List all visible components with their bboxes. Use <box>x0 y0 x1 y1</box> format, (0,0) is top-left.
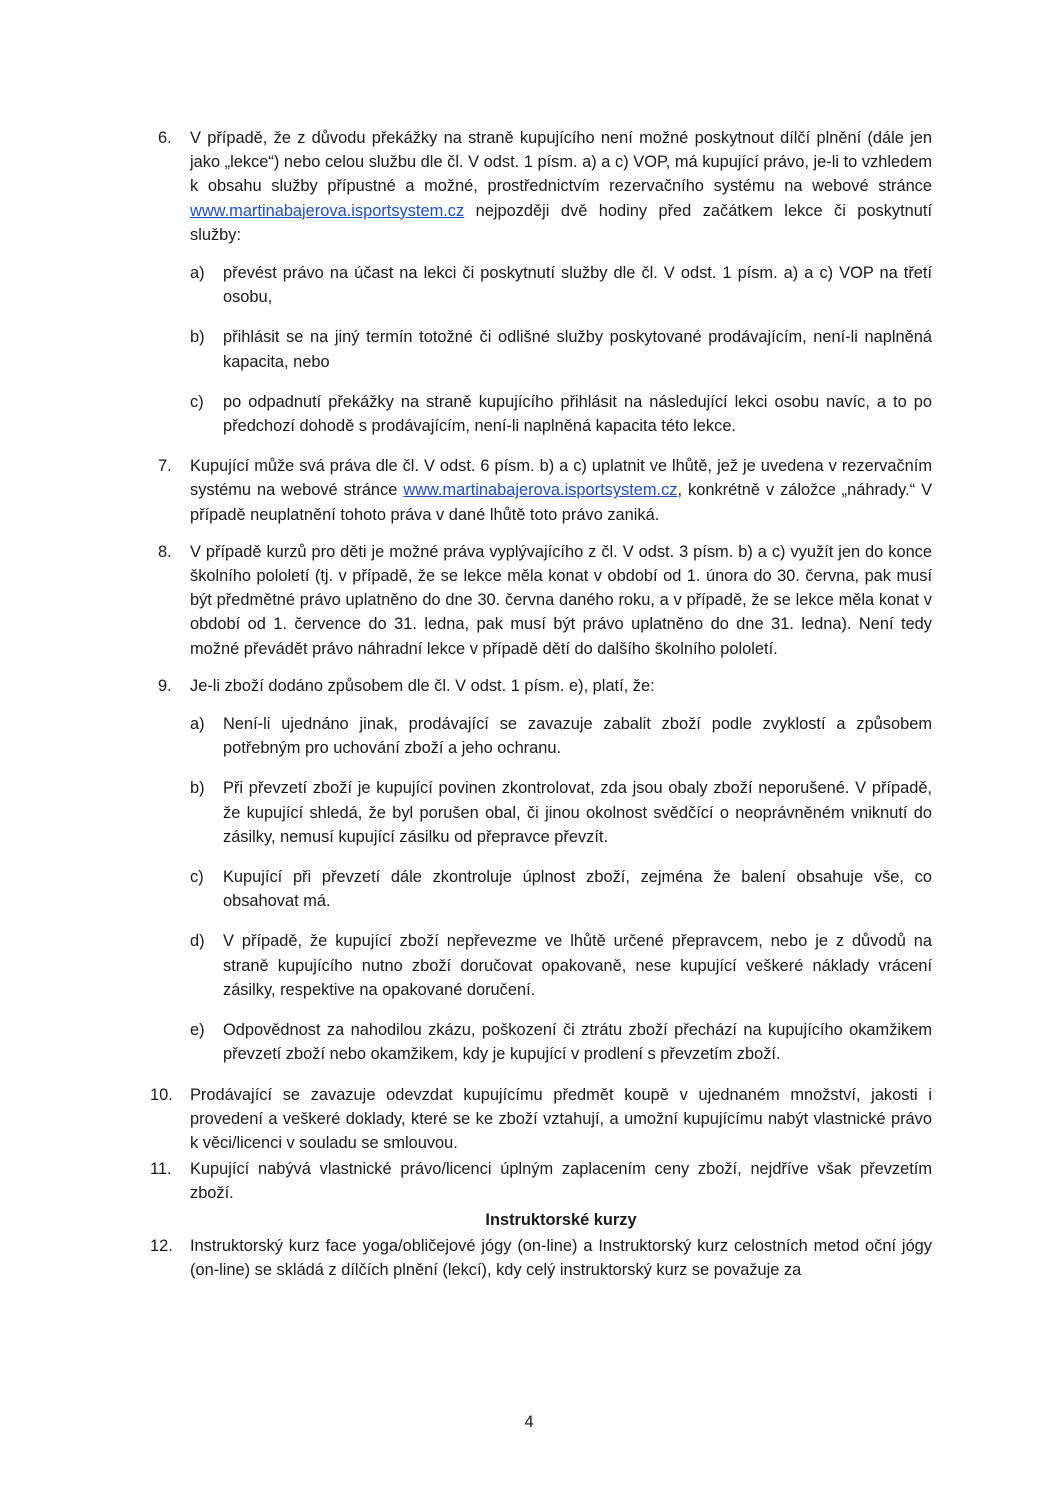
sub-text: Při převzetí zboží je kupující povinen zkontrolovat, zda jsou obaly zboží neporušené. V případě, že kupující shledá, že byl porušen obal, či jinou okolnost svědčící o neoprávněném vniknutí do zásilky, nemusí kupující zásilku od přepravce převzít. <box>223 779 932 846</box>
clause-number: 10. <box>150 1085 173 1104</box>
clause-9-d <box>158 929 932 1002</box>
clause-6 <box>158 126 932 247</box>
sub-letter: c) <box>190 868 204 887</box>
sub-letter: b) <box>190 779 205 798</box>
sub-text: po odpadnutí překážky na straně kupujícího přihlásit na následující lekci osobu navíc, a to po předchozí dohodě s prodávajícím, není-li naplněná kapacita této lekce. <box>223 392 932 436</box>
clause-number: 6. <box>158 129 172 147</box>
sub-letter: b) <box>190 328 205 347</box>
clause-9-e <box>158 1018 932 1066</box>
clause-text: nejpozději dvě hodiny před začátkem lekce či poskytnutí služby: <box>190 201 932 244</box>
clause-text: V případě, že z důvodu překážky na straně kupujícího není možné poskytnout dílčí plnění (dále jen jako „lekce“) nebo celou službu dle čl. V odst. 1 písm. a) a c) VOP, má kupující právo, je-li to vzhledem k obsahu služby přípustné a možné, prostřednictvím rezervačního systému na webové stránce <box>190 129 932 196</box>
document-body <box>150 126 933 1284</box>
sub-letter: e) <box>190 1021 205 1040</box>
clause-text: Je-li zboží dodáno způsobem dle čl. V odst. 1 písm. e), platí, že: <box>190 676 655 695</box>
clause-9 <box>158 674 932 698</box>
clause-6-c <box>158 390 932 438</box>
clause-6-a <box>158 261 932 309</box>
sub-text: Kupující při převzetí dále zkontroluje úplnost zboží, zejména že balení obsahuje vše, co obsahovat má. <box>223 868 932 911</box>
clause-8 <box>158 540 932 661</box>
clause-7 <box>158 454 932 527</box>
clause-9-a <box>158 712 932 760</box>
sub-letter: a) <box>190 264 205 283</box>
sub-text: přihlásit se na jiný termín totožné či odlišné služby poskytované prodávajícím, není-li naplněná kapacita, nebo <box>223 328 932 371</box>
clause-text: Kupující může svá práva dle čl. V odst. 6 písm. b) a c) uplatnit ve lhůtě, jež je uvedena v rezervačním systému na webové stránce <box>190 457 932 500</box>
sub-letter: c) <box>190 392 204 411</box>
clause-12 <box>150 1234 932 1282</box>
clause-text: , konkrétně v záložce „náhrady.“ V případě neuplatnění tohoto práva v dané lhůtě toto právo zaniká. <box>190 481 933 524</box>
clause-text: Instruktorský kurz face yoga/obličejové jógy (on-line) a Instruktorský kurz celostních metod oční jógy (on-line) se skládá z dílčích plnění (lekcí), kdy celý instruktorský kurz se považuje za <box>190 1236 932 1279</box>
sub-letter: d) <box>190 932 205 951</box>
clause-9-b <box>158 776 932 849</box>
clause-number: 9. <box>158 676 172 695</box>
sub-letter: a) <box>190 715 205 734</box>
sub-text: V případě, že kupující zboží nepřevezme ve lhůtě určené přepravcem, nebo je z důvodů na straně kupujícího nutno zboží doručovat opakovaně, nese kupující veškeré náklady vrácení zásilky, respektive na opakované doručení. <box>223 932 932 999</box>
sub-text: Odpovědnost za nahodilou zkázu, poškození či ztrátu zboží přechází na kupujícího okamžikem převzetí zboží nebo okamžikem, kdy je kupující v prodlení s převzetím zboží. <box>223 1021 932 1064</box>
clause-number: 7. <box>158 457 172 476</box>
sub-text: převést právo na účast na lekci či poskytnutí služby dle čl. V odst. 1 písm. a) a c) VOP na třetí osobu, <box>223 264 932 307</box>
clause-number: 8. <box>158 542 172 561</box>
page-number: 4 <box>524 1413 534 1431</box>
clause-9-c <box>158 865 932 913</box>
reservation-link[interactable]: www.martinabajerova.isportsystem.cz <box>403 481 678 500</box>
clause-text: V případě kurzů pro děti je možné práva vyplývajícího z čl. V odst. 3 písm. b) a c) využít jen do konce školního pololetí (tj. v případě, že se lekce měla konat v období od 1. února do 30. června, pak musí být předmětné právo uplatněno do dne 30. června daného roku, a v případě, že se lekce měla konat v období od 1. července do 31. ledna, pak musí být právo uplatněno do dne 31. ledna). Není tedy možné převádět právo náhradní lekce v případě dětí do dalšího školního pololetí. <box>190 542 932 658</box>
sub-text: Není-li ujednáno jinak, prodávající se zavazuje zabalit zboží podle zvyklostí a způsobem potřebným pro uchování zboží a jeho ochranu. <box>223 715 932 758</box>
clause-11 <box>150 1157 932 1205</box>
reservation-link[interactable]: www.martinabajerova.isportsystem.cz <box>190 201 465 220</box>
clause-text: Prodávající se zavazuje odevzdat kupujícímu předmět koupě v ujednaném množství, jakosti i provedení a veškeré doklady, které se ke zboží vztahují, a umožní kupujícímu nabýt vlastnické právo k věci/licenci v souladu se smlouvou. <box>190 1085 932 1152</box>
clause-text: Kupující nabývá vlastnické právo/licenci úplným zaplacením ceny zboží, nejdříve však převzetím zboží. <box>190 1160 932 1203</box>
clause-6-b <box>158 325 932 373</box>
section-heading: Instruktorské kurzy <box>485 1210 637 1229</box>
clause-10 <box>150 1083 932 1156</box>
clause-number: 12. <box>150 1236 173 1255</box>
clause-number: 11. <box>150 1160 172 1179</box>
